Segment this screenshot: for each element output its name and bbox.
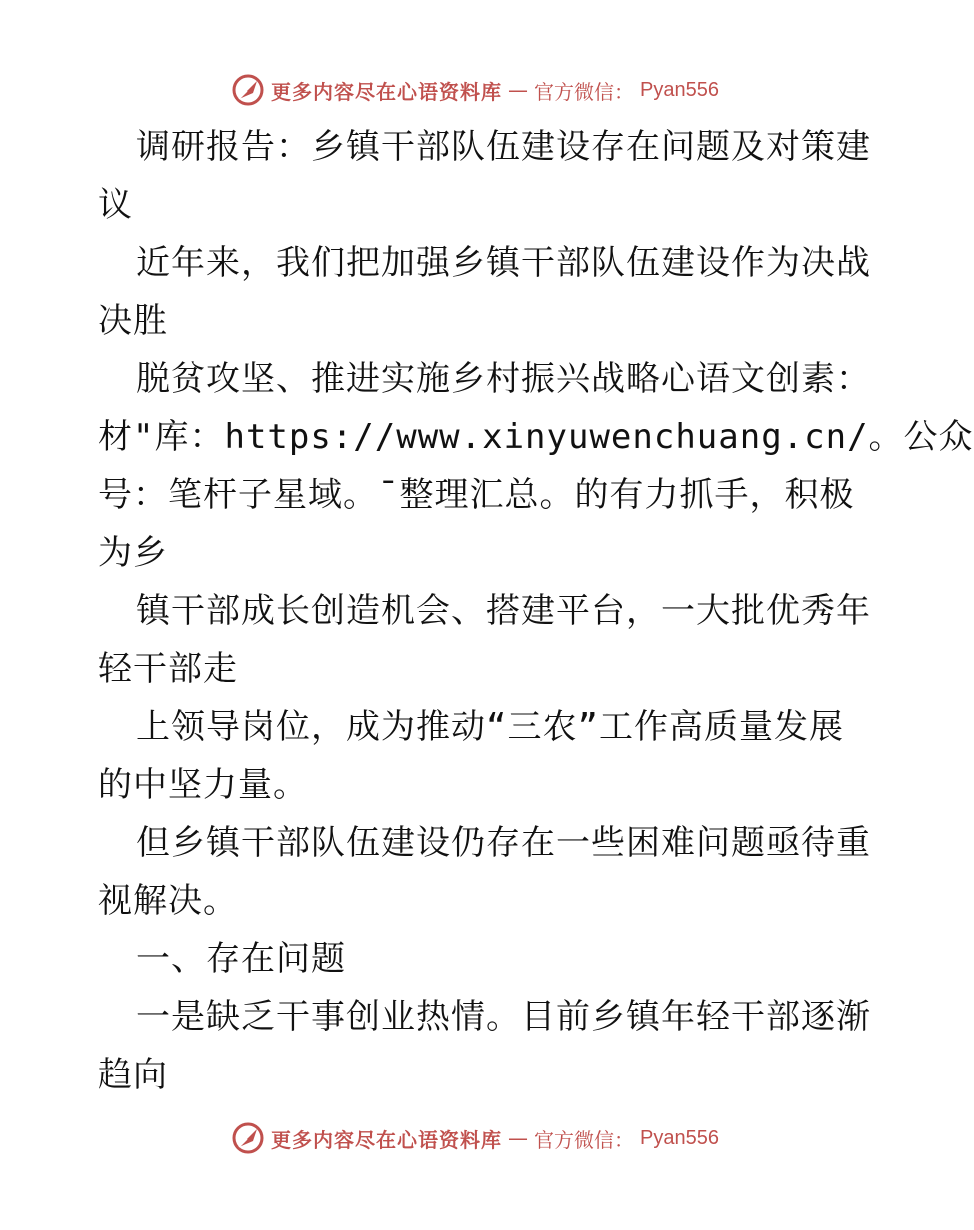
text-line: 的中坚力量。	[98, 765, 308, 805]
text-line: 一、存在问题	[136, 939, 346, 979]
banner-text: 更多内容尽在心语资料库	[271, 1127, 503, 1152]
text-line: 但乡镇干部队伍建设仍存在一些困难问题亟待重	[136, 823, 871, 863]
banner-label: 官方微信：	[534, 1127, 635, 1152]
text-line: 材"库：https://www.xinyuwenchuang.cn/。公众	[98, 417, 974, 457]
text-line: 镇干部成长创造机会、搭建平台，一大批优秀年	[136, 591, 871, 631]
footer-banner	[0, 1118, 950, 1158]
banner-text: 更多内容尽在心语资料库	[271, 79, 503, 104]
banner-wechat-id: Pyan556	[640, 78, 719, 101]
text-line: 趋向	[98, 1055, 168, 1095]
text-line: 议	[98, 185, 133, 225]
text-line: 近年来，我们把加强乡镇干部队伍建设作为决战	[136, 243, 871, 283]
text-line: 轻干部走	[98, 649, 238, 689]
text-line: 视解决。	[98, 881, 238, 921]
banner-separator: —	[508, 1126, 529, 1150]
text-line: 脱贫攻坚、推进实施乡村振兴战略心语文创素：	[136, 359, 871, 399]
text-line: 为乡	[98, 533, 168, 573]
quill-logo-icon	[231, 1121, 265, 1155]
banner-separator: —	[508, 78, 529, 102]
text-line: 号：笔杆子星域。¯整理汇总。的有力抓手，积极	[98, 475, 855, 515]
text-line: 一是缺乏干事创业热情。目前乡镇年轻干部逐渐	[136, 997, 871, 1037]
text-line: 决胜	[98, 301, 168, 341]
banner-wechat-id: Pyan556	[640, 1126, 719, 1149]
document-body	[98, 118, 974, 1104]
quill-logo-icon	[231, 73, 265, 107]
banner-label: 官方微信：	[534, 79, 635, 104]
header-banner	[0, 70, 950, 110]
text-line: 上领导岗位，成为推动“三农”工作高质量发展	[136, 707, 844, 747]
text-line: 调研报告：乡镇干部队伍建设存在问题及对策建	[136, 127, 871, 167]
